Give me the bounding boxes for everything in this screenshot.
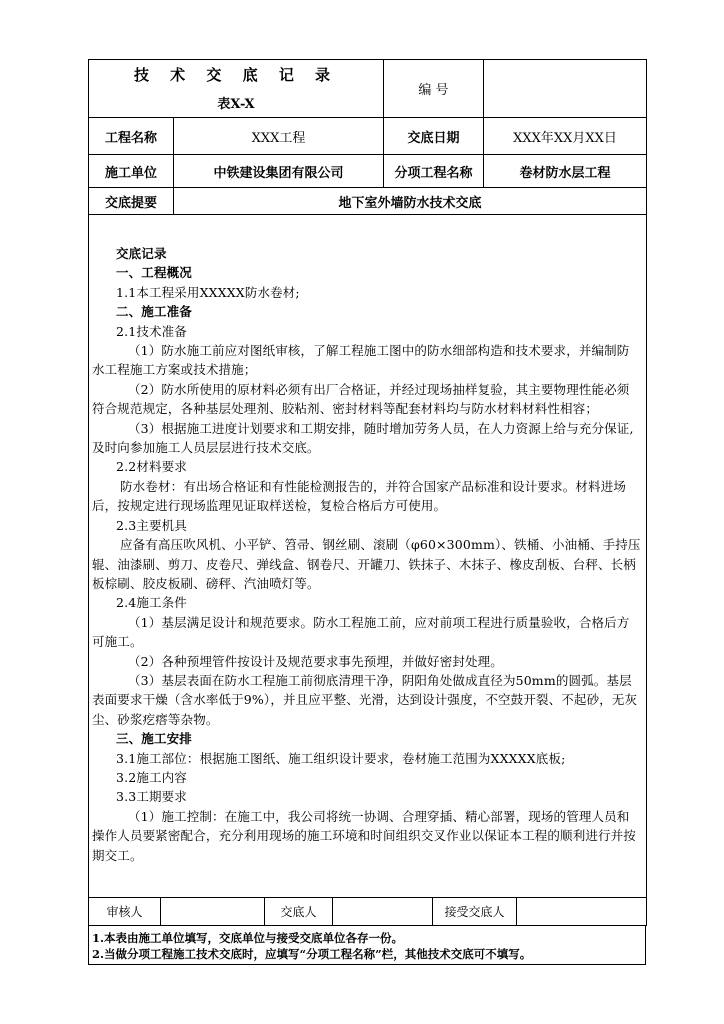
section-2-4: 2.4施工条件 (116, 595, 187, 611)
reviewer-signature[interactable] (161, 898, 265, 926)
section-3-1: 3.1施工部位：根据施工图纸、施工组织设计要求，卷材施工范围为XXXXX底板; (116, 750, 566, 766)
unit-value[interactable]: 中铁建设集团有限公司 (174, 155, 384, 188)
section-2-1-item-1: （1）防水施工前应对图纸审核，了解工程施工图中的防水细部构造和技术要求，并编制防水工程施工方案或技术措施； (92, 343, 630, 378)
disclosure-record-body (89, 215, 647, 898)
reviewer-label: 审核人 (89, 898, 161, 926)
number-value[interactable] (484, 60, 647, 118)
section-3-3: 3.3工期要求 (116, 789, 187, 805)
signature-table (88, 898, 647, 926)
discloser-signature[interactable] (333, 898, 433, 926)
date-value[interactable]: XXX年XX月XX日 (484, 118, 647, 155)
number-label: 编 号 (384, 60, 484, 118)
project-name-value[interactable]: XXX工程 (174, 118, 384, 155)
section-2-1-item-2: （2）防水所使用的原材料必须有出厂合格证，并经过现场抽样复验，其主要物理性能必须符合规范规定，各种基层处理剂、胶粘剂、密封材料等配套材料均与防水材料材料性相容； (92, 381, 630, 417)
form-title: 技 术 交 底 记 录 (133, 66, 339, 84)
title-cell (89, 60, 384, 118)
section-2-1: 2.1技术准备 (116, 323, 187, 339)
note-2: 2.当做分项工程施工技术交底时，应填写“分项工程名称”栏，其他技术交底可不填写。 (92, 947, 532, 961)
section-2-4-item-1: （1）基层满足设计和规范要求。防水工程施工前，应对前项工程进行质量验收，合格后方可施工。 (92, 614, 630, 650)
section-2-3-text: 应备有高压吹风机、小平铲、笤帚、钢丝刷、滚刷（φ60×300mm）、铁桶、小油桶、手持压辊、油漆刷、剪刀、皮卷尺、弹线盒、钢卷尺、开罐刀、铁抹子、木抹子、橡皮刮板、台秤、长柄板棕刷、胶皮板刷、磅秤、汽油喷灯等。 (92, 537, 641, 591)
section-2-2-text: 防水卷材：有出场合格证和有性能检测报告的，并符合国家产品标准和设计要求。材料进场后，按规定进行现场监理见证取样送检，复检合格后方可使用。 (92, 478, 627, 514)
form-header-table (88, 59, 647, 898)
section-2-3: 2.3主要机具 (116, 517, 187, 533)
sub-project-label: 分项工程名称 (384, 155, 484, 188)
section-1-title: 一、工程概况 (116, 265, 192, 281)
summary-label: 交底提要 (89, 188, 174, 215)
section-2-4-item-3: （3）基层表面在防水工程施工前彻底清理干净，阴阳角处做成直径为50mm的圆弧。基层表面要求干燥（含水率低于9%），并且应平整、光滑，达到设计强度，不空鼓开裂、不起砂，无灰尘、砂浆疙瘩等杂物。 (92, 672, 638, 727)
section-2-4-item-2: （2）各种预埋管件按设计及规范要求事先预埋，并做好密封处理。 (128, 653, 503, 669)
discloser-label: 交底人 (265, 898, 333, 926)
section-3-title: 三、施工安排 (116, 731, 192, 747)
receiver-signature[interactable] (517, 898, 647, 926)
technical-disclosure-form (88, 59, 646, 965)
section-3-2: 3.2施工内容 (116, 769, 187, 785)
record-title: 交底记录 (116, 246, 167, 261)
form-notes (88, 926, 646, 965)
section-2-2: 2.2材料要求 (116, 459, 187, 475)
disclosure-content (89, 215, 646, 865)
note-1: 1.本表由施工单位填写，交底单位与接受交底单位各存一份。 (92, 931, 404, 945)
form-subtitle: 表X-X (217, 97, 255, 112)
sub-project-value[interactable]: 卷材防水层工程 (484, 155, 647, 188)
receiver-label: 接受交底人 (433, 898, 517, 926)
unit-label: 施工单位 (89, 155, 174, 188)
section-3-3-item-1: （1）施工控制：在施工中，我公司将统一协调、合理穿插、精心部署，现场的管理人员和操作人员要紧密配合，充分利用现场的施工环境和时间组织交叉作业以保证本工程的顺利进行并按期交工。 (92, 808, 636, 863)
project-name-label: 工程名称 (89, 118, 174, 155)
section-2-1-item-3: （3）根据施工进度计划要求和工期安排，随时增加劳务人员，在人力资源上给与充分保证,及时向参加施工人员层层进行技术交底。 (92, 420, 634, 456)
date-label: 交底日期 (384, 118, 484, 155)
section-2-title: 二、施工准备 (116, 304, 192, 320)
section-1-1: 1.1本工程采用XXXXX防水卷材; (116, 284, 300, 300)
summary-value[interactable]: 地下室外墙防水技术交底 (174, 188, 647, 215)
